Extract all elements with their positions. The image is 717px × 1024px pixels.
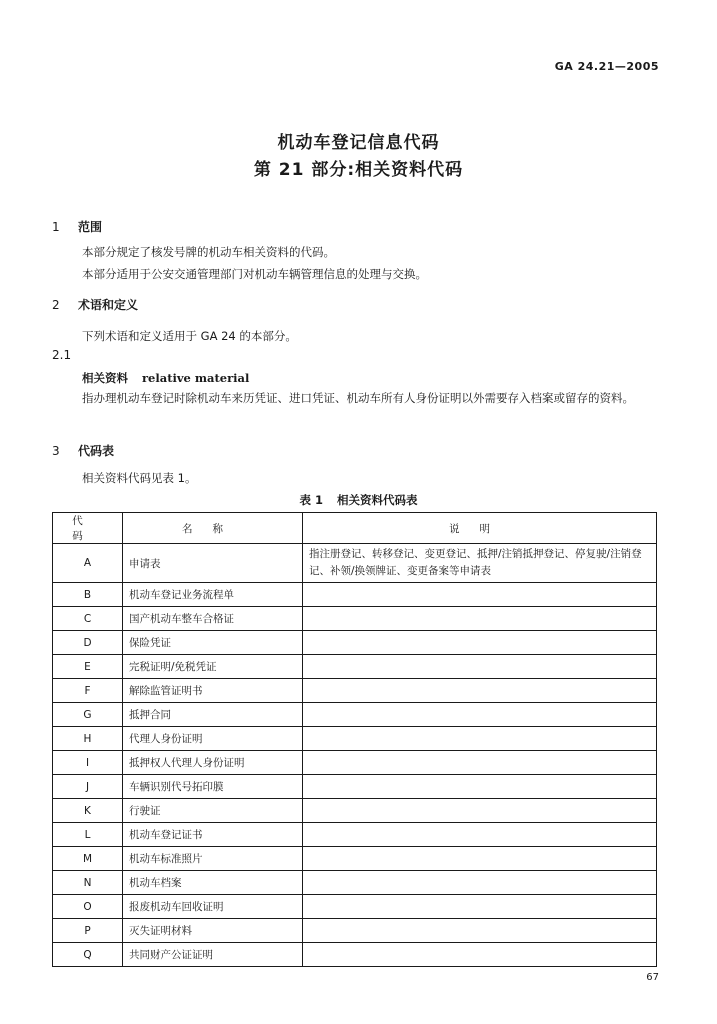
section-number: 1 xyxy=(52,220,60,234)
name-cell: 机动车档案 xyxy=(123,871,303,895)
section-1-heading xyxy=(52,218,102,235)
name-cell: 国产机动车整车合格证 xyxy=(123,607,303,631)
name-cell: 保险凭证 xyxy=(123,631,303,655)
name-cell: 共同财产公证证明 xyxy=(123,943,303,967)
column-header-name: 名称 xyxy=(123,513,303,544)
name-cell: 行驶证 xyxy=(123,799,303,823)
subsection-number: 2.1 xyxy=(52,348,72,362)
description-cell xyxy=(303,607,657,631)
table-row xyxy=(53,583,657,607)
name-cell: 机动车标准照片 xyxy=(123,847,303,871)
table-row xyxy=(53,751,657,775)
table-row xyxy=(53,727,657,751)
term-english: relative material xyxy=(142,371,250,385)
table-row xyxy=(53,607,657,631)
code-cell: A xyxy=(53,544,123,583)
description-cell xyxy=(303,703,657,727)
code-cell: I xyxy=(53,751,123,775)
document-subtitle: 第 21 部分:相关资料代码 xyxy=(253,160,464,180)
description-cell xyxy=(303,775,657,799)
description-cell xyxy=(303,847,657,871)
code-cell: B xyxy=(53,583,123,607)
page-number: 67 xyxy=(646,972,659,983)
code-cell: C xyxy=(53,607,123,631)
table-row xyxy=(53,871,657,895)
code-table xyxy=(52,512,657,967)
term-entry xyxy=(82,370,249,386)
document-title: 机动车登记信息代码 xyxy=(277,133,440,153)
description-cell xyxy=(303,751,657,775)
column-header-code: 代码 xyxy=(53,513,123,544)
description-cell xyxy=(303,799,657,823)
code-cell: N xyxy=(53,871,123,895)
code-cell: M xyxy=(53,847,123,871)
code-cell: F xyxy=(53,679,123,703)
table-row xyxy=(53,847,657,871)
section-1-paragraph: 本部分规定了核发号牌的机动车相关资料的代码。 xyxy=(82,245,335,259)
name-cell: 解除监管证明书 xyxy=(123,679,303,703)
code-cell: D xyxy=(53,631,123,655)
description-cell xyxy=(303,943,657,967)
table-row xyxy=(53,823,657,847)
description-cell xyxy=(303,919,657,943)
section-3-heading xyxy=(52,442,114,459)
description-cell xyxy=(303,823,657,847)
table-header-row xyxy=(53,513,657,544)
section-title: 范围 xyxy=(78,220,103,234)
name-cell: 抵押合同 xyxy=(123,703,303,727)
table-caption xyxy=(0,492,717,508)
table-row xyxy=(53,895,657,919)
description-cell xyxy=(303,655,657,679)
section-number: 2 xyxy=(52,298,60,312)
document-code: GA 24.21—2005 xyxy=(554,60,659,73)
code-cell: Q xyxy=(53,943,123,967)
table-row xyxy=(53,919,657,943)
term-chinese: 相关资料 xyxy=(82,371,128,385)
code-cell: G xyxy=(53,703,123,727)
description-cell xyxy=(303,727,657,751)
table-caption-title: 相关资料代码表 xyxy=(337,493,418,507)
name-cell: 灭失证明材料 xyxy=(123,919,303,943)
code-cell: L xyxy=(53,823,123,847)
code-cell: H xyxy=(53,727,123,751)
code-cell: E xyxy=(53,655,123,679)
name-cell: 申请表 xyxy=(123,544,303,583)
code-cell: K xyxy=(53,799,123,823)
description-cell xyxy=(303,871,657,895)
description-cell xyxy=(303,583,657,607)
name-cell: 代理人身份证明 xyxy=(123,727,303,751)
description-cell: 指注册登记、转移登记、变更登记、抵押/注销抵押登记、停复驶/注销登记、补领/换领牌证、变更备案等申请表 xyxy=(303,544,657,583)
description-cell xyxy=(303,895,657,919)
code-cell: O xyxy=(53,895,123,919)
term-definition: 指办理机动车登记时除机动车来历凭证、进口凭证、机动车所有人身份证明以外需要存入档案或留存的资料。 xyxy=(82,391,634,405)
table-row xyxy=(53,703,657,727)
table-row xyxy=(53,655,657,679)
section-3-paragraph: 相关资料代码见表 1。 xyxy=(82,471,197,485)
column-header-description: 说明 xyxy=(303,513,657,544)
description-cell xyxy=(303,631,657,655)
section-1-paragraph: 本部分适用于公安交通管理部门对机动车辆管理信息的处理与交换。 xyxy=(82,267,427,281)
code-cell: J xyxy=(53,775,123,799)
section-2-heading xyxy=(52,296,138,313)
section-2-paragraph: 下列术语和定义适用于 GA 24 的本部分。 xyxy=(82,329,297,343)
name-cell: 机动车登记证书 xyxy=(123,823,303,847)
section-title: 代码表 xyxy=(78,444,115,458)
name-cell: 抵押权人代理人身份证明 xyxy=(123,751,303,775)
description-cell xyxy=(303,679,657,703)
table-row xyxy=(53,799,657,823)
table-row xyxy=(53,775,657,799)
section-title: 术语和定义 xyxy=(78,298,139,312)
name-cell: 完税证明/免税凭证 xyxy=(123,655,303,679)
code-cell: P xyxy=(53,919,123,943)
name-cell: 报废机动车回收证明 xyxy=(123,895,303,919)
section-number: 3 xyxy=(52,444,60,458)
name-cell: 机动车登记业务流程单 xyxy=(123,583,303,607)
table-row xyxy=(53,943,657,967)
name-cell: 车辆识别代号拓印膜 xyxy=(123,775,303,799)
table-caption-label: 表 1 xyxy=(299,493,323,507)
table-row xyxy=(53,679,657,703)
table-row xyxy=(53,631,657,655)
table-row xyxy=(53,544,657,583)
